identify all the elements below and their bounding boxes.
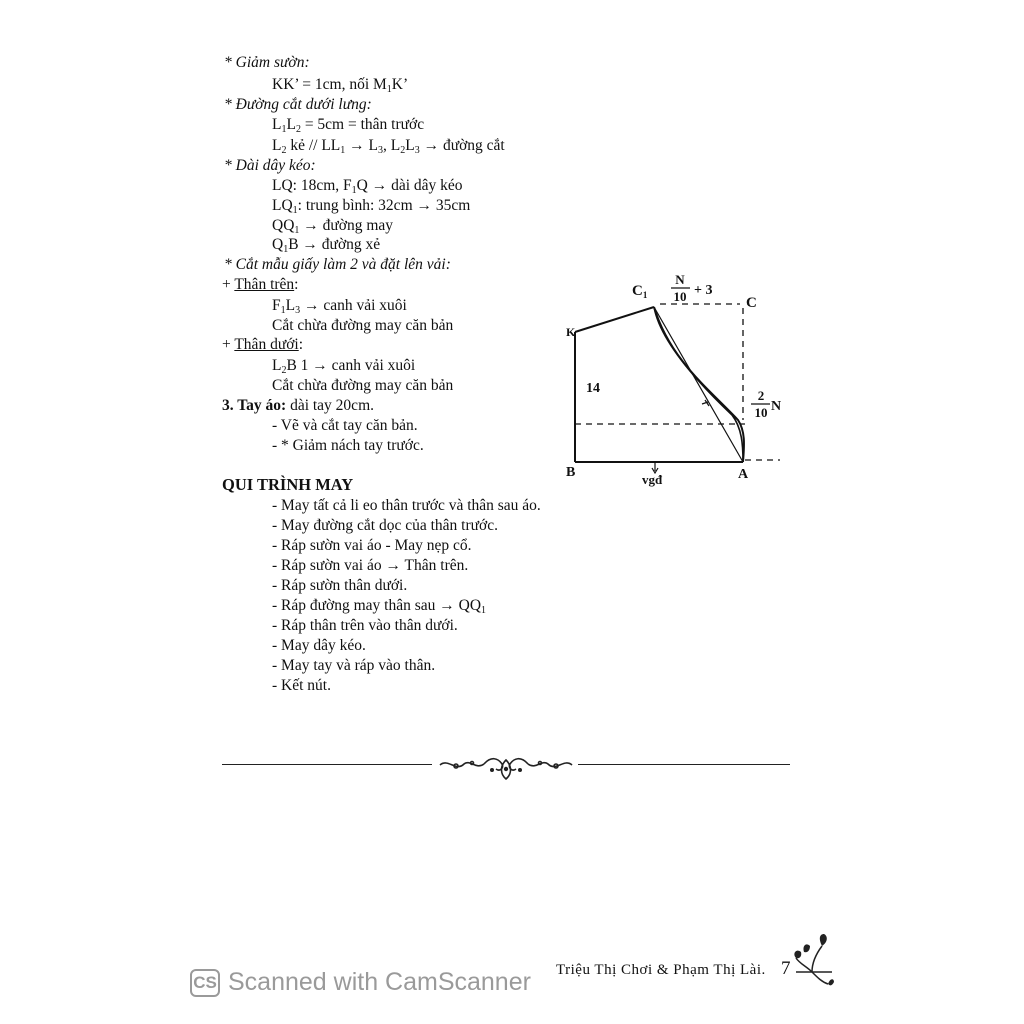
frac2-num: 2 (757, 388, 765, 403)
process-step: - May tất cả li eo thân trước và thân sau áo. (272, 497, 541, 514)
divider-left (222, 764, 432, 765)
process-step: - Ráp sườn vai áo → Thân trên. (272, 557, 469, 574)
ornament-icon (436, 752, 576, 782)
process-step: - Ráp sườn vai áo - May nẹp cổ. (272, 537, 472, 554)
flower-ornament-icon (792, 932, 834, 988)
process-step: - Ráp đường may thân sau → $QQ_1$ (272, 597, 487, 616)
camscanner-watermark (190, 968, 531, 997)
label-14: 14 (586, 381, 600, 396)
subheading-than-duoi: + Thân dưới: (222, 336, 304, 353)
divider-right (578, 764, 790, 765)
text-line: $F_1L_3$ → canh vải xuôi (272, 297, 407, 316)
shoulder-line (575, 307, 654, 332)
page-number: 7 (781, 958, 791, 979)
text-line: - * Giảm nách tay trước. (272, 437, 424, 454)
text-line: $L_2$ kẻ // $LL_1 \to L_3$, $L_2L_3$ → đường cắt (272, 137, 505, 156)
text-line: - Vẽ và cắt tay căn bản. (272, 417, 418, 434)
frac1-num: N (675, 272, 685, 287)
process-step: - May đường cắt dọc của thân trước. (272, 517, 499, 534)
text-line: Cắt chừa đường may căn bản (272, 317, 454, 334)
frac1-tail: + 3 (694, 283, 713, 298)
heading-cat-mau: * Cắt mẫu giấy làm 2 và đặt lên vải: (224, 256, 451, 273)
text-line: $QQ_1$ → đường may (272, 217, 394, 236)
process-step: - May dây kéo. (272, 637, 366, 654)
text-line: $L_2B$ 1 → canh vải xuôi (272, 357, 416, 376)
heading-giam-suon: * Giảm sườn: (224, 54, 310, 71)
text-line: $Q_1B$ → đường xẻ (272, 236, 381, 255)
text-line: Cắt chừa đường may căn bản (272, 377, 454, 394)
label-c1: $C_1$ (632, 283, 648, 300)
subheading-than-tren: + Thân trên: (222, 276, 299, 293)
process-step: - Ráp sườn thân dưới. (272, 577, 408, 594)
diagonal-line (654, 307, 743, 462)
process-title: QUI TRÌNH MAY (222, 475, 354, 494)
frac1-den: 10 (673, 289, 687, 304)
heading-duong-cat: * Đường cắt dưới lưng: (224, 96, 372, 113)
text-line: KK’ = 1cm, nối $M_1K$’ (272, 76, 409, 95)
author-credit: Triệu Thị Chơi & Phạm Thị Lài. (556, 962, 766, 978)
label-c: C (746, 295, 757, 311)
text-line: $LQ_1$: trung bình: 32cm → 35cm (272, 197, 471, 216)
label-a: A (738, 467, 749, 482)
frac2-den: 10 (754, 405, 768, 420)
label-k: K (566, 325, 576, 339)
camscanner-text: Scanned with CamScanner (228, 968, 531, 996)
heading-tay-ao: 3. Tay áo: dài tay 20cm. (222, 397, 374, 414)
text-line: LQ: 18cm, $F_1Q$ → dài dây kéo (272, 177, 463, 196)
text-line: $L_1L_2 = 5cm$ = thân trước (272, 116, 425, 135)
label-b: B (566, 465, 576, 480)
camscanner-logo-icon: CS (190, 969, 220, 997)
process-step: - Ráp thân trên vào thân dưới. (272, 617, 458, 634)
frac2-tail: N (771, 399, 782, 414)
process-step: - May tay và ráp vào thân. (272, 657, 436, 674)
pattern-diagram (560, 270, 790, 490)
heading-day-keo: * Dài dây kéo: (224, 157, 316, 174)
label-vgd: vgđ (642, 472, 663, 487)
process-step: - Kết nút. (272, 677, 331, 694)
